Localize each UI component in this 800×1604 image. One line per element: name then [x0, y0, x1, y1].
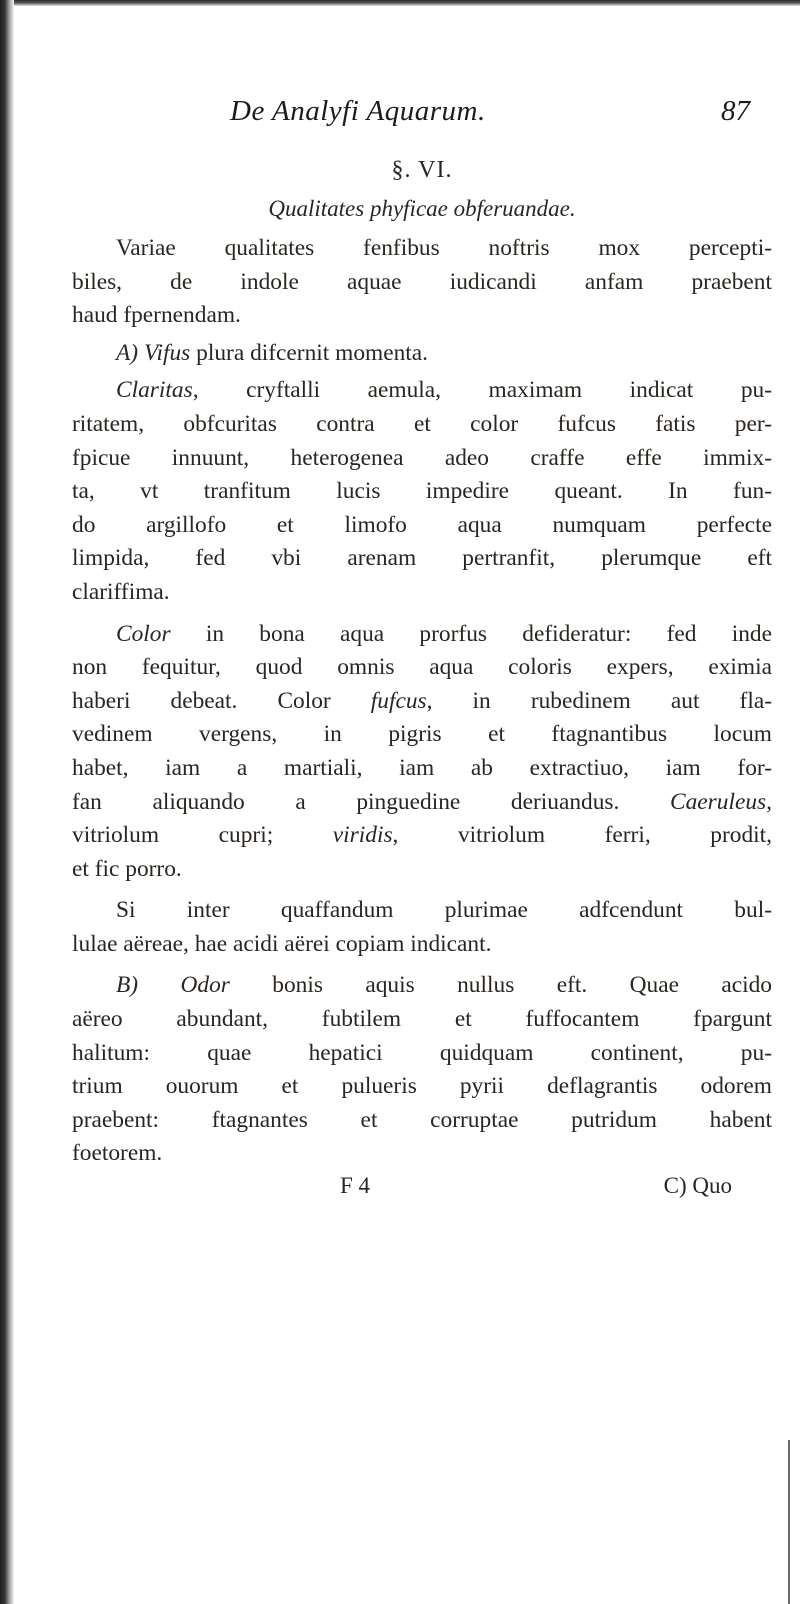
bubbles-paragraph	[72, 894, 772, 961]
text-line: Variae qualitates fenfibus noftris mox percepti-	[116, 235, 772, 261]
text-line: vedinem vergens, in pigris et ftagnantibus locum	[72, 721, 772, 748]
text-line	[72, 374, 772, 408]
catchword: C) Quo	[663, 1173, 732, 1199]
color-term: Color	[116, 620, 171, 647]
text-span: vitriolum cupri;	[72, 822, 333, 849]
heading-marker: A)	[116, 339, 139, 366]
odor-marker: B)	[116, 972, 139, 999]
text-line	[72, 685, 772, 719]
text-span: , vitriolum ferri, prodit,	[392, 822, 772, 849]
running-head	[72, 95, 772, 143]
color-paragraph	[72, 618, 772, 887]
page-top-edge	[0, 0, 800, 6]
claritas-term: Claritas	[116, 377, 193, 404]
running-title: De Analyfi Aquarum.	[230, 95, 486, 127]
text-line: limpida, fed vbi arenam pertranfit, plerumque eft	[72, 545, 772, 572]
page-number: 87	[721, 95, 750, 127]
text-line: haud fpernendam.	[72, 302, 241, 329]
book-binding-edge	[0, 0, 14, 1604]
text-line	[72, 786, 772, 820]
odor-term: Odor	[180, 972, 230, 999]
odor-paragraph	[72, 969, 772, 1171]
page-right-edge-mark	[788, 1440, 790, 1604]
section-number: §. VI.	[391, 157, 453, 183]
claritas-paragraph	[72, 374, 772, 609]
heading-term: Vifus	[143, 339, 191, 366]
text-line: do argillofo et limofo aqua numquam perfecte	[72, 511, 772, 538]
text-line: praebent: ftagnantes et corruptae putridum habent	[72, 1106, 772, 1133]
text-span: fan aliquando a pinguedine deriuandus.	[72, 788, 670, 815]
text-line: et fic porro.	[72, 855, 182, 882]
caeruleus-term: Caeruleus,	[669, 788, 772, 815]
heading-text: plura difcernit momenta.	[196, 339, 429, 366]
text-line	[72, 969, 772, 1003]
intro-paragraph	[72, 232, 772, 333]
text-span: haberi debeat. Color	[72, 687, 371, 714]
text-line: clariffima.	[72, 578, 170, 605]
visus-heading	[72, 337, 772, 371]
text-span: bonis aquis nullus eft. Quae acido	[229, 972, 772, 999]
text-line: ritatem, obfcuritas contra et color fufcus fatis per-	[72, 410, 772, 437]
text-line	[72, 618, 772, 652]
text-span: , cryftalli aemula, maximam indicat pu-	[192, 377, 772, 404]
fuscus-term: fufcus	[370, 687, 427, 714]
text-line: Si inter quaffandum plurimae adfcendunt bul-	[116, 897, 772, 924]
text-span: in bona aqua prorfus defideratur: fed inde	[170, 620, 772, 647]
text-line: non fequitur, quod omnis aqua coloris expers, eximia	[72, 654, 772, 681]
text-line: fpicue innuunt, heterogenea adeo craffe effe immix-	[72, 444, 772, 471]
text-line: trium ouorum et pulueris pyrii deflagrantis odorem	[72, 1073, 772, 1100]
text-line	[72, 819, 772, 853]
text-line: ta, vt tranfitum lucis impedire queant. In fun-	[72, 478, 772, 505]
text-line: biles, de indole aquae iudicandi anfam praebent	[72, 268, 772, 295]
text-line: aëreo abundant, fubtilem et fuffocantem fpargunt	[72, 1006, 772, 1033]
text-span: , in rubedinem aut fla-	[426, 687, 772, 714]
text-line: halitum: quae hepatici quidquam continent, pu-	[72, 1039, 772, 1066]
text-line: foetorem.	[72, 1140, 163, 1167]
section-subtitle: Qualitates phyficae obferuandae.	[268, 196, 576, 221]
book-page	[72, 95, 772, 1207]
text-line	[72, 337, 772, 371]
signature-mark: F 4	[340, 1173, 371, 1199]
viridis-term: viridis	[332, 822, 393, 849]
text-line: lulae aëreae, hae acidi aërei copiam indicant.	[72, 930, 492, 957]
page-footer	[72, 1173, 772, 1207]
text-line: habet, iam a martiali, iam ab extractiuo, iam for-	[72, 754, 772, 781]
